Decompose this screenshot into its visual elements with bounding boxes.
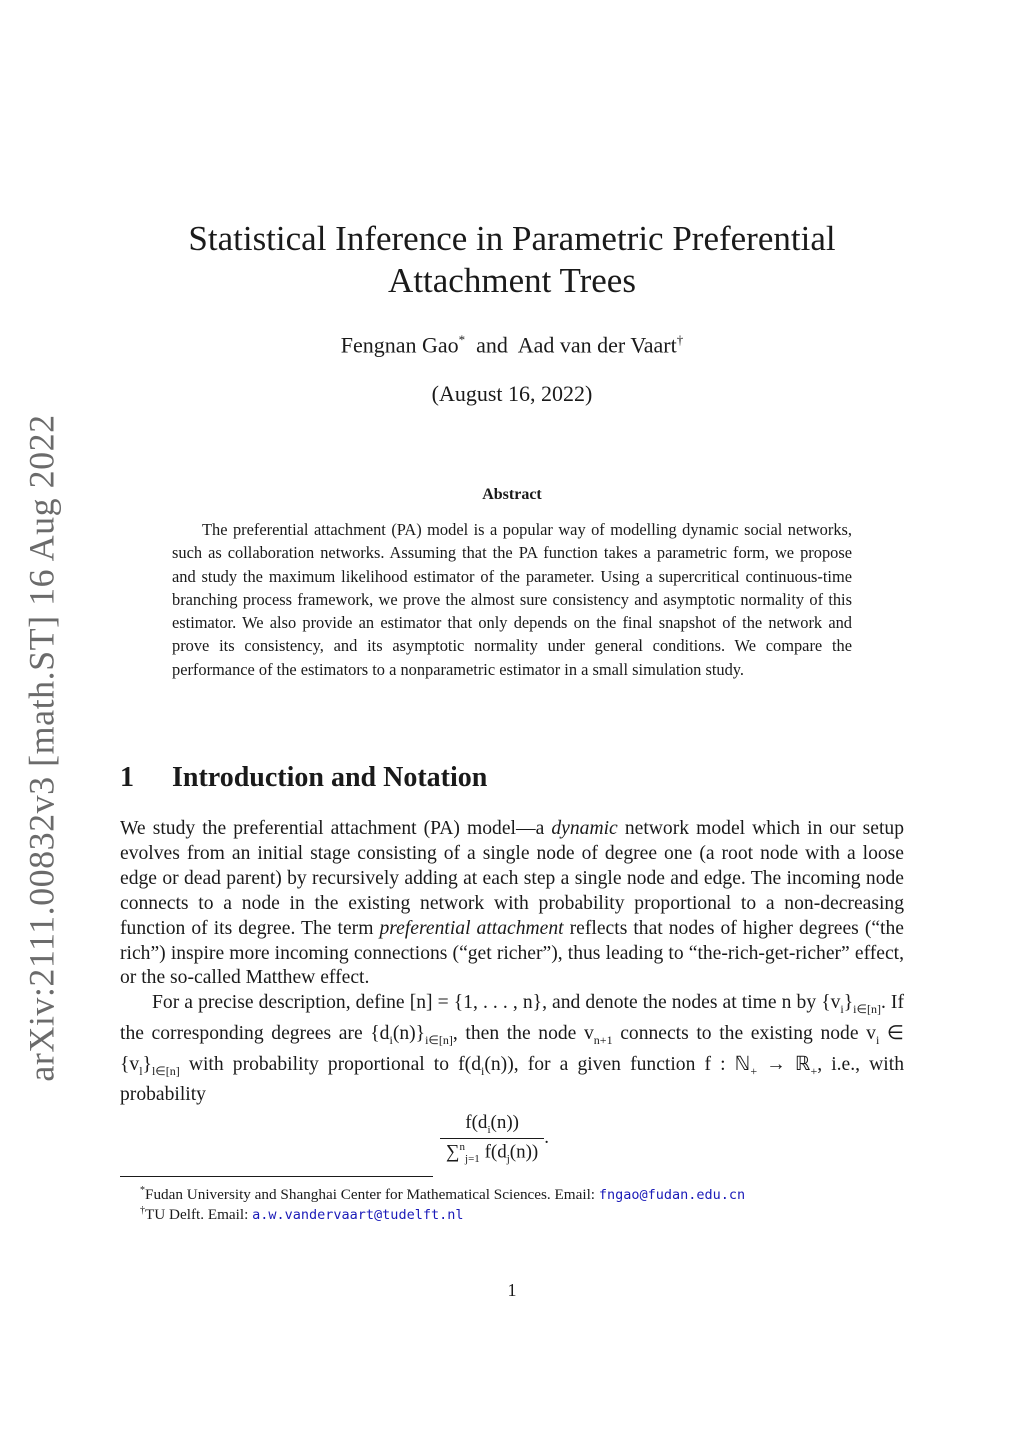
section-heading [120,762,487,794]
abstract-heading: Abstract [482,486,542,503]
page-number: 1 [507,1280,517,1300]
footnote-mark-1: * [140,1185,145,1196]
intro-paragraph-1: We study the preferential attachment (PA) model—a dynamic network model which in our setup evolves from an initial stage consisting of a single node of degree one (a root node with a loose edge or dead parent) by recursively adding at each step a single node and edge. The incoming node connects to a node in the existing network with probability proportional to a non-decreasing function of its degree. The term preferential attachment reflects that nodes of higher degrees (“the rich”) inspire more incoming connections (“get richer”), thus leading to “the-rich-get-richer” effect, or the so-called Matthew effect. [120,818,904,989]
author-name-1: Fengnan Gao [340,332,459,358]
footnote-mark-2: † [140,1205,145,1216]
section-number: 1 [120,762,134,793]
email-link-vandervaart[interactable]: a.w.vandervaart@tudelft.nl [252,1207,464,1224]
equation-fraction [440,1112,544,1165]
intro-paragraph-2: For a precise description, define [n] = {1, . . . , n}, and denote the nodes at time n by $\{v_i\}_{i\in[n]}$. If the corresponding degrees are $\{d_i(n)\}_{i\in[n]}$, then the node $v_{n+1}$ connects to the existing node $v_i$ ∈ $\{v_l\}_{l\in[n]}$ with probability proportional to $f(d_i(n))$, for a given function f : ℕ$_+$ → ℝ$_+$, i.e., with probability [120,992,905,1106]
paper-date: (August 16, 2022) [431,381,593,406]
author-footnote-mark-2[interactable]: † [676,332,684,347]
arxiv-sidebar-stamp [10,414,74,1082]
equation-numerator: $f(d_i(n))$ [465,1112,519,1136]
arxiv-identifier: arXiv:2111.00832v3 [math.ST] 16 Aug 2022 [22,414,62,1082]
section-title-text: Introduction and Notation [172,762,488,793]
probability-equation [440,1112,549,1165]
author-name-2: Aad van der Vaart [517,332,677,358]
author-line [120,332,904,358]
footnote-2: †TU Delft. Email: a.w.vandervaart@tudelft.nl [140,1205,464,1224]
footnote-1: *Fudan University and Shanghai Center for Mathematical Sciences. Email: fngao@fudan.edu.cn [140,1185,746,1204]
emphasis-dynamic: dynamic [551,818,618,839]
abstract-text: The preferential attachment (PA) model is a popular way of modelling dynamic social networks, such as collaboration networks. Assuming that the PA function takes a parametric form, we propose and study the maximum likelihood estimator of the parameter. Using a supercritical continuous-time branching process framework, we prove the almost sure consistency and asymptotic normality of this estimator. We also provide an estimator that only depends on the final snapshot of the network and prove its consistency, and its asymptotic normality under general conditions. We compare the performance of the estimators to a nonparametric estimator in a small simulation study. [172,520,852,679]
paper-title: Statistical Inference in Parametric Preferential Attachment Trees [188,219,836,300]
footnote-divider [120,1176,433,1177]
emphasis-preferential-attachment: preferential attachment [379,917,564,939]
equation-denominator: ∑$^n_{j=1}$ $f(d_j(n))$ [440,1138,544,1165]
email-link-gao[interactable]: fngao@fudan.edu.cn [598,1187,746,1204]
equation-period: . [544,1127,550,1149]
author-connector: and [476,332,508,358]
author-footnote-mark-1[interactable]: * [458,332,466,347]
